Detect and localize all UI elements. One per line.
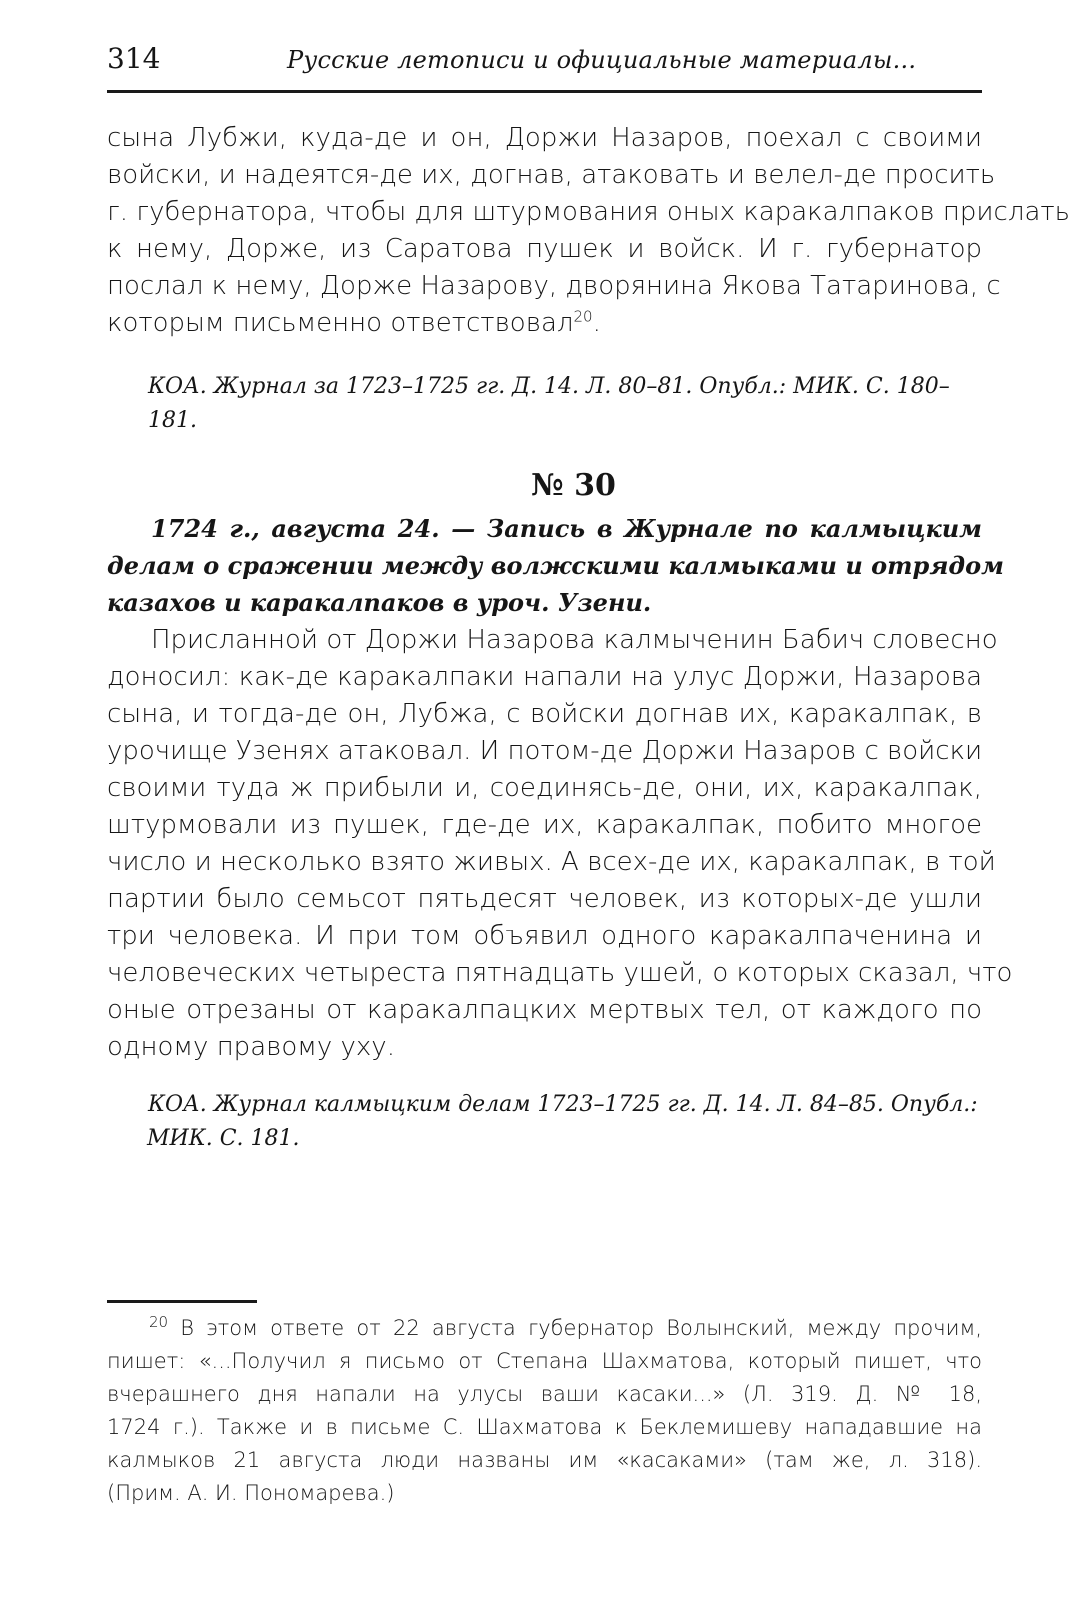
continued-paragraph [107,120,1070,342]
source-citation-1: КОА. Журнал за 1723–1725 гг. Д. 14. Л. 80–81. Опубл.: МИК. С. 180–181. [148,374,950,433]
citation-line: КОА. Журнал калмыцким делам 1723–1725 гг. Д. 14. Л. 84–85. Опубл.: [148,1092,978,1117]
text-line: к нему, Дорже, из Саратова пушек и войск. И г. губернатор [107,234,982,264]
text-line: своими туда ж прибыли и, соединясь-де, они, их, каракалпак, [107,773,982,803]
text-line: человеческих четыреста пятнадцать ушей, о которых сказал, что [107,958,1013,988]
text-line: число и несколько взято живых. А всех-де их, каракалпак, в той [107,847,996,877]
text-line: урочище Узенях атаковал. И потом-де Доржи Назаров с войски [107,736,983,766]
footnote-line: калмыков 21 августа люди названы им «касаками» (там же, л. 318). [107,1448,982,1472]
footnote-line: пишет: «...Получил я письмо от Степана Шахматова, который пишет, что [107,1349,982,1373]
text-line-content: которым письменно ответствовал [107,308,574,338]
text-line: доносил: как-де каракалпаки напали на улус Доржи, Назарова [107,662,982,692]
text-line: войски, и надеятся-де их, догнав, атаковать и велел-де просить [107,160,996,190]
footnote-20 [107,1312,982,1510]
text-line: штурмовали из пушек, где-де их, каракалпак, побито многое [107,810,982,840]
document-heading [107,510,1004,621]
text-line: сына Лубжи, куда-де и он, Доржи Назаров, поехал с своими [107,123,982,153]
running-head [107,42,982,82]
heading-line: казахов и каракалпаков в уроч. Узени. [107,588,652,617]
footnote-rule [107,1300,257,1303]
footnote-line: 1724 г.). Также и в письме С. Шахматова к Беклемишеву нападавшие на [107,1415,982,1439]
footnote-reference[interactable]: 20 [573,307,593,326]
footnote-line: (Прим. А. И. Пономарева.) [107,1481,395,1505]
page-number: 314 [107,42,161,75]
footnote-line-content: В этом ответе от 22 августа губернатор Волынский, между прочим, [168,1316,982,1340]
header-rule [107,90,982,93]
running-title: Русские летописи и официальные материалы... [287,46,917,74]
text-line: г. губернатора, чтобы для штурмования оных каракалпаков прислать [107,197,1070,227]
text-line: одному правому уху. [107,1032,395,1062]
citation-line: МИК. С. 181. [147,1126,300,1151]
text-line: три человека. И при том объявил одного каракалпаченина и [107,921,982,951]
footnote-line [107,1312,982,1345]
text-line: послал к нему, Дорже Назарову, дворянина Якова Татаринова, с [107,271,1001,301]
text-line: Присланной от Доржи Назарова калмыченин Бабич словесно [151,625,998,655]
text-line-last [107,305,982,342]
source-citation-2 [148,1088,982,1156]
document-number: № 30 [531,468,616,503]
footnote-marker: 20 [149,1313,169,1331]
footnote-line: вчерашнего дня напали на улусы ваши касаки...» (Л. 319. Д. № 18, [107,1382,982,1406]
heading-line: делам о сражении между волжскими калмыками и отрядом [107,551,1004,580]
text-line: оные отрезаны от каракалпацких мертвых тел, от каждого по [107,995,982,1025]
document-body [107,622,1013,1066]
text-line: сына, и тогда-де он, Лубжа, с войски догнав их, каракалпак, в [107,699,982,729]
heading-line: 1724 г., августа 24. — Запись в Журнале по калмыцким [151,514,982,543]
sentence-end: . [592,308,601,338]
text-line: партии было семьсот пятьдесят человек, из которых-де ушли [107,884,982,914]
